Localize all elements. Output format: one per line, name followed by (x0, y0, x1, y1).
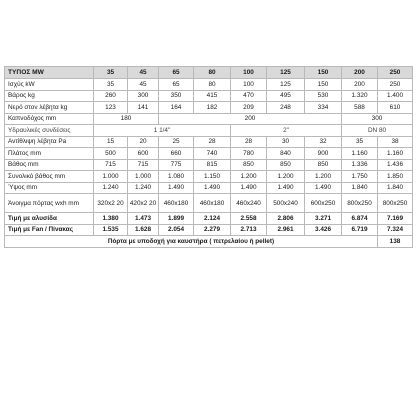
table-cell: 715 (128, 159, 159, 171)
table-cell: 2" (231, 125, 342, 137)
table-cell: 45 (128, 79, 159, 91)
table-cell: 500 (94, 148, 128, 160)
table-cell: 1.490 (194, 182, 231, 194)
row-label: Βάρος kg (5, 90, 94, 102)
table-cell: 1.436 (378, 159, 413, 171)
table-cell: 1.150 (194, 171, 231, 183)
header-col: 80 (194, 67, 231, 79)
table-cell: 1.490 (305, 182, 342, 194)
table-cell: 1.200 (231, 171, 267, 183)
table-cell: 800x250 (378, 194, 413, 213)
table-cell: 2.713 (231, 224, 267, 236)
table-cell: 660 (159, 148, 194, 160)
table-row-height (5, 182, 413, 194)
table-cell: 1.535 (94, 224, 128, 236)
table-cell: 350 (159, 90, 194, 102)
table-row-weight (5, 90, 413, 102)
header-col: 200 (342, 67, 378, 79)
table-cell: 150 (305, 79, 342, 91)
table-cell: DN 80 (342, 125, 413, 137)
table-row-width (5, 148, 413, 160)
table-cell: 7.169 (378, 213, 413, 225)
table-cell: 164 (159, 102, 194, 114)
table-row-hydro (5, 125, 413, 137)
table-cell: 2.054 (159, 224, 194, 236)
table-cell: 25 (159, 136, 194, 148)
table-cell: 125 (267, 79, 305, 91)
table-cell: 2.279 (194, 224, 231, 236)
table-cell: 6.874 (342, 213, 378, 225)
table-cell: 495 (267, 90, 305, 102)
table-cell: 38 (378, 136, 413, 148)
table-cell: 6.719 (342, 224, 378, 236)
table-cell: 588 (342, 102, 378, 114)
table-cell: 141 (128, 102, 159, 114)
table-row-pellet-door (5, 236, 413, 248)
row-label: Άνοιγμα πόρτας wxh mm (5, 194, 94, 213)
boiler-spec-table (4, 66, 413, 248)
row-label: Αντίθλιψη λέβητα Pa (5, 136, 94, 148)
table-cell: 470 (231, 90, 267, 102)
header-col: 125 (267, 67, 305, 79)
row-label: Υδραυλικές συνδέσεις (5, 125, 94, 137)
table-cell: 3.426 (305, 224, 342, 236)
table-cell: 800x250 (342, 194, 378, 213)
row-label: Τιμή με αλυσίδα (5, 213, 94, 225)
table-cell: 600x250 (305, 194, 342, 213)
table-cell: 7.324 (378, 224, 413, 236)
header-col: 100 (231, 67, 267, 79)
table-cell: 1.490 (267, 182, 305, 194)
table-cell: 260 (94, 90, 128, 102)
table-row-total-depth (5, 171, 413, 183)
header-col: 45 (128, 67, 159, 79)
table-cell: 1.490 (231, 182, 267, 194)
table-cell: 15 (94, 136, 128, 148)
header-col: 250 (378, 67, 413, 79)
table-cell: 65 (159, 79, 194, 91)
table-cell: 1.080 (159, 171, 194, 183)
table-row-water (5, 102, 413, 114)
table-cell: 1.380 (94, 213, 128, 225)
table-cell: 32 (305, 136, 342, 148)
table-cell: 500x240 (267, 194, 305, 213)
table-cell: 1.840 (342, 182, 378, 194)
table-cell: 100 (231, 79, 267, 91)
table-cell: 1.400 (378, 90, 413, 102)
table-cell: 28 (231, 136, 267, 148)
table-cell: 850 (231, 159, 267, 171)
table-cell: 715 (94, 159, 128, 171)
table-cell: 35 (342, 136, 378, 148)
table-cell: 1.200 (267, 171, 305, 183)
table-cell: 460x180 (159, 194, 194, 213)
table-row-chimney (5, 113, 413, 125)
table-cell: 200 (159, 113, 342, 125)
table-cell: 320x2 20 (94, 194, 128, 213)
table-cell: 610 (378, 102, 413, 114)
table-cell: 530 (305, 90, 342, 102)
header-type-label: ΤΥΠΟΣ MW (5, 67, 94, 79)
header-col: 150 (305, 67, 342, 79)
table-cell: 1.899 (159, 213, 194, 225)
table-cell: 815 (194, 159, 231, 171)
table-cell: 180 (94, 113, 159, 125)
table-cell: 123 (94, 102, 128, 114)
pellet-door-price: 138 (378, 236, 413, 248)
table-cell: 600 (128, 148, 159, 160)
table-cell: 1.336 (342, 159, 378, 171)
table-cell: 334 (305, 102, 342, 114)
table-cell: 415 (194, 90, 231, 102)
table-cell: 1.000 (128, 171, 159, 183)
table-cell: 2.558 (231, 213, 267, 225)
table-row-price-fan (5, 224, 413, 236)
table-cell: 182 (194, 102, 231, 114)
table-row-door (5, 194, 413, 213)
table-cell: 1.490 (159, 182, 194, 194)
table-cell: 250 (378, 79, 413, 91)
table-header-row (5, 67, 413, 79)
table-cell: 35 (94, 79, 128, 91)
table-cell: 1.473 (128, 213, 159, 225)
row-label: Τιμή με Fan / Πίνακας (5, 224, 94, 236)
table-cell: 420x2 20 (128, 194, 159, 213)
table-cell: 1.840 (378, 182, 413, 194)
table-cell: 780 (231, 148, 267, 160)
row-label: Ισχύς kW (5, 79, 94, 91)
row-label: Ύψος mm (5, 182, 94, 194)
table-row-price-chain (5, 213, 413, 225)
table-cell: 1.850 (378, 171, 413, 183)
table-cell: 775 (159, 159, 194, 171)
table-cell: 850 (267, 159, 305, 171)
pellet-door-label: Πόρτα με υποδοχή για καυστήρα ( πετρελαίου ή pellet) (5, 236, 378, 248)
table-cell: 3.271 (305, 213, 342, 225)
table-cell: 1.240 (94, 182, 128, 194)
row-label: Βάθος mm (5, 159, 94, 171)
header-col: 65 (159, 67, 194, 79)
table-cell: 460x180 (194, 194, 231, 213)
table-cell: 1.160 (342, 148, 378, 160)
table-cell: 840 (267, 148, 305, 160)
table-cell: 30 (267, 136, 305, 148)
table-cell: 1.200 (305, 171, 342, 183)
table-cell: 1.160 (378, 148, 413, 160)
table-cell: 248 (267, 102, 305, 114)
table-cell: 740 (194, 148, 231, 160)
table-cell: 1.750 (342, 171, 378, 183)
table-cell: 2.124 (194, 213, 231, 225)
table-cell: 1 1/4" (94, 125, 231, 137)
table-cell: 28 (194, 136, 231, 148)
table-cell: 1.000 (94, 171, 128, 183)
table-cell: 460x240 (231, 194, 267, 213)
table-cell: 20 (128, 136, 159, 148)
row-label: Πλάτος mm (5, 148, 94, 160)
table-cell: 300 (128, 90, 159, 102)
table-cell: 200 (342, 79, 378, 91)
table-cell: 300 (342, 113, 413, 125)
table-cell: 2.806 (267, 213, 305, 225)
table-cell: 2.961 (267, 224, 305, 236)
row-label: Καπνοδόχος mm (5, 113, 94, 125)
table-row-resist (5, 136, 413, 148)
row-label: Συνολικό βάθος mm (5, 171, 94, 183)
table-cell: 1.320 (342, 90, 378, 102)
table-row-depth (5, 159, 413, 171)
table-cell: 1.240 (128, 182, 159, 194)
table-cell: 80 (194, 79, 231, 91)
header-col: 35 (94, 67, 128, 79)
table-cell: 900 (305, 148, 342, 160)
table-cell: 209 (231, 102, 267, 114)
table-row-power (5, 79, 413, 91)
table-cell: 1.628 (128, 224, 159, 236)
row-label: Νερό στον λέβητα kg (5, 102, 94, 114)
table-cell: 850 (305, 159, 342, 171)
